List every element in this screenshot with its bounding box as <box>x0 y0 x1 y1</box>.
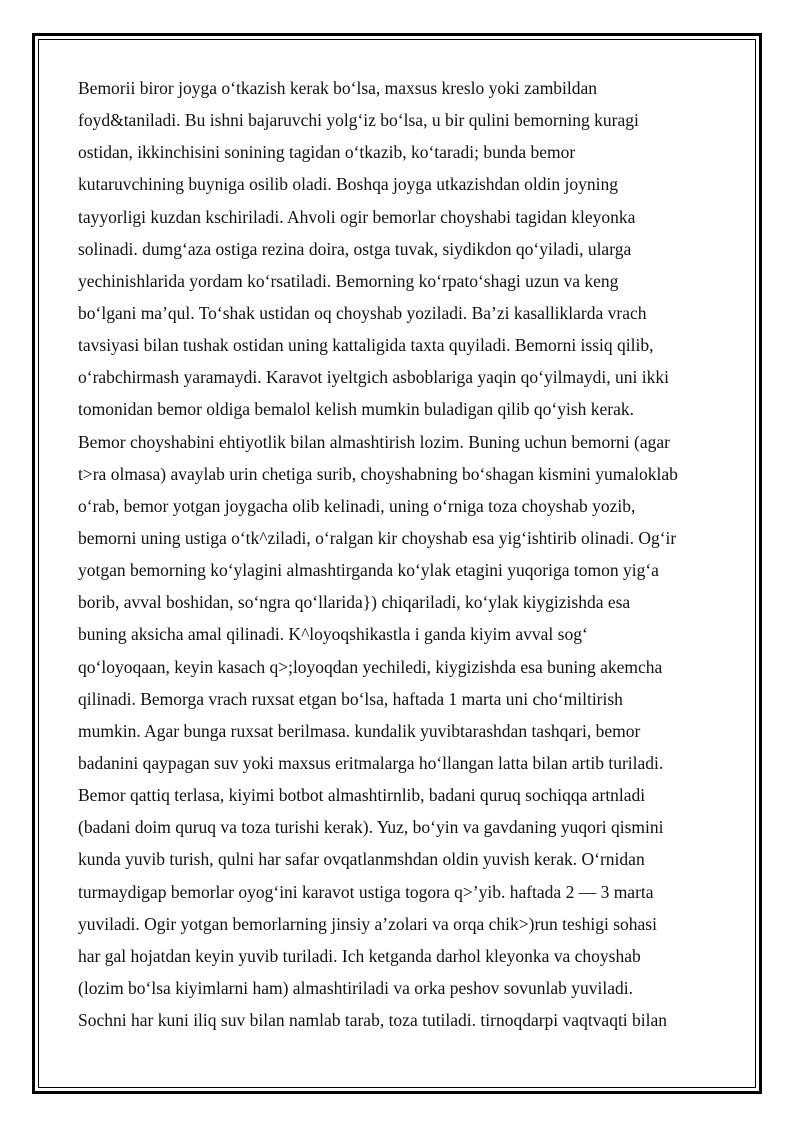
text-line: badanini qaypagan suv yoki maxsus eritmalarga ho‘llangan latta bilan artib turiladi. <box>78 752 664 773</box>
text-line: har gal hojatdan keyin yuvib turiladi. Ich ketganda darhol kleyonka va choyshab <box>78 945 641 966</box>
text-line: (badani doim quruq va toza turishi kerak). Yuz, bo‘yin va gavdaning yuqori qismini <box>78 817 664 838</box>
text-line: ostidan, ikkinchisini sonining tagidan o‘tkazib, ko‘taradi; bunda bemor <box>78 142 576 163</box>
text-line: tayyorligi kuzdan kschiriladi. Ahvoli ogir bemorlar choyshabi tagidan kleyonka <box>78 206 636 227</box>
text-line: mumkin. Agar bunga ruxsat berilmasa. kundalik yuvibtarashdan tashqari, bemor <box>78 720 641 741</box>
text-line: qilinadi. Bemorga vrach ruxsat etgan bo‘lsa, haftada 1 marta uni cho‘miltirish <box>78 688 623 709</box>
text-line: Bemor choyshabini ehtiyotlik bilan almashtirish lozim. Buning uchun bemorni (agar <box>78 431 670 452</box>
text-line: qo‘loyoqaan, keyin kasach q>;loyoqdan yechiledi, kiygizishda esa buning akemcha <box>78 656 663 677</box>
text-line: yuviladi. Ogir yotgan bemorlarning jinsiy a’zolari va orqa chik>)run teshigi sohasi <box>78 913 657 934</box>
body-text <box>78 72 738 1036</box>
text-line: tavsiyasi bilan tushak ostidan uning kattaligida taxta quyiladi. Bemorni issiq qilib, <box>78 335 654 356</box>
text-line: bo‘lgani ma’qul. To‘shak ustidan oq choyshab yoziladi. Ba’zi kasalliklarda vrach <box>78 302 647 323</box>
text-line: t>ra olmasa) avaylab urin chetiga surib, choyshabning bo‘shagan kismini yumaloklab <box>78 463 678 484</box>
text-line: solinadi. dumg‘aza ostiga rezina doira, ostga tuvak, siydikdon qo‘yiladi, ularga <box>78 238 632 259</box>
text-line: buning aksicha amal qilinadi. K^loyoqshikastla i ganda kiyim avval sog‘ <box>78 624 588 645</box>
text-line: tomonidan bemor oldiga bemalol kelish mumkin buladigan qilib qo‘yish kerak. <box>78 399 635 420</box>
text-line: yechinishlarida yordam ko‘rsatiladi. Bemorning ko‘rpato‘shagi uzun va keng <box>78 270 619 291</box>
text-line: foyd&taniladi. Bu ishni bajaruvchi yolg‘iz bo‘lsa, u bir qulini bemorning kuragi <box>78 110 639 131</box>
text-line: (lozim bo‘lsa kiyimlarni ham) almashtiriladi va orka peshov sovunlab yuviladi. <box>78 977 634 998</box>
text-line: o‘rab, bemor yotgan joygacha olib kelinadi, uning o‘rniga toza choyshab yozib, <box>78 495 636 516</box>
text-line: o‘rabchirmash yaramaydi. Karavot iyeltgich asboblariga yaqin qo‘yilmaydi, uni ikki <box>78 367 669 388</box>
text-line: kunda yuvib turish, qulni har safar ovqatlanmshdan oldin yuvish kerak. O‘rnidan <box>78 849 645 870</box>
text-line: turmaydigap bemorlar oyog‘ini karavot ustiga togora q>’yib. haftada 2 — 3 marta <box>78 881 654 902</box>
text-line: yotgan bemorning ko‘ylagini almashtirganda ko‘ylak etagini yuqoriga tomon yig‘a <box>78 560 659 581</box>
text-line: Sochni har kuni iliq suv bilan namlab tarab, toza tutiladi. tirnoqdarpi vaqtvaqti bilan <box>78 1010 668 1031</box>
text-line: bemorni uning ustiga o‘tk^ziladi, o‘ralgan kir choyshab esa yig‘ishtirib olinadi. Og‘ir <box>78 527 677 548</box>
text-line: Bemorii biror joyga o‘tkazish kerak bo‘lsa, maxsus kreslo yoki zambildan <box>78 78 598 98</box>
text-line: borib, avval boshidan, so‘ngra qo‘llarida}) chiqariladi, ko‘ylak kiygizishda esa <box>78 592 631 613</box>
text-line: Bemor qattiq terlasa, kiyimi botbot almashtirnlib, badani quruq sochiqqa artnladi <box>78 785 646 806</box>
text-line: kutaruvchining buyniga osilib oladi. Boshqa joyga utkazishdan oldin joyning <box>78 174 619 195</box>
